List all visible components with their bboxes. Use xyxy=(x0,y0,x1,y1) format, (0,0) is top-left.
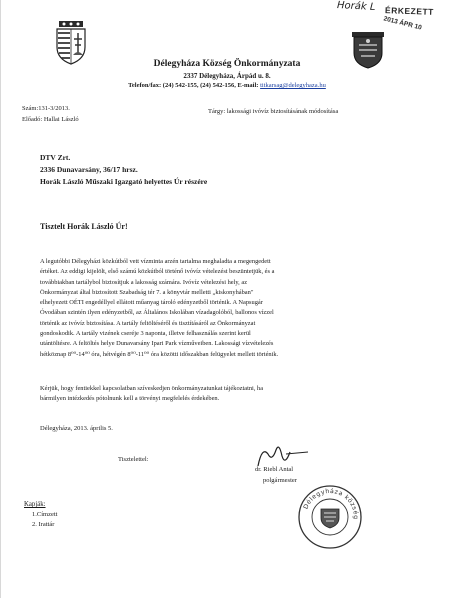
body-line: Óvodában szintén ilyen edényzetből, az Általános Iskolában vízadagolóból, ballonos vízzel xyxy=(40,309,274,317)
body-line: gondoskodik. A tartály vizének cseréje 3 naponta, illetve felhasználás szerint kerül xyxy=(40,330,251,338)
body-line: utántöltésre. A feltöltés helye Dunavarsány Ipari Park vízműveiben. Lakossági vízvételezés xyxy=(40,340,274,348)
coat-of-arms-left-icon xyxy=(54,17,88,65)
body-line: bármilyen intézkedés pótolnunk kell a törvényi megfelelés érdekében. xyxy=(40,395,220,403)
recipient-attention: Horák László Műszaki Igazgató helyettes Úr részére xyxy=(40,177,208,186)
recipient-address: 2336 Dunavarsány, 36/17 hrsz. xyxy=(40,165,138,174)
email-link[interactable]: titkarsag@delegyhaza.hu xyxy=(260,82,326,89)
official-seal-icon xyxy=(297,484,363,550)
telephone-fax: Telefon/fax: (24) 542-155, (24) 542-156, E-mail: xyxy=(128,82,261,89)
handwritten-note: Horák L xyxy=(336,0,376,13)
body-line: hétköznap 8⁰⁰-14⁰⁰ óra, hétvégén 8⁰⁰-11⁰⁰ óra közötti időszakban felügyelet mellett történik. xyxy=(40,350,279,358)
date-line: Délegyháza, 2013. április 5. xyxy=(40,425,113,432)
organization-address: 2337 Délegyháza, Árpád u. 8. xyxy=(183,72,271,80)
received-stamp-label: ÉRKEZETT xyxy=(384,5,435,17)
body-line: Kérjük, hogy fentiekkel kapcsolatban szíveskedjen önkormányzatunkat tájékoztatni, ha xyxy=(40,385,264,392)
body-line: továbbiakban tartálybol biztosítjuk a lakosság számára. Ivóvíz vételezési hely, az xyxy=(40,278,248,286)
body-line: Önkormányzat által biztosított Szabadság tér 7. a könyvtár melletti „kiskonyhában" xyxy=(40,288,254,296)
handler-name: Előadó: Hallai László xyxy=(22,116,79,123)
body-line: értéket. Az eddigi kijelölt, első számú közkútból történő ivóvíz vételezést beszüntetjük, és a xyxy=(40,268,275,276)
reference-number: Szám:131-3/2013. xyxy=(22,105,70,112)
body-paragraph-1 xyxy=(40,257,405,360)
recipient-company: DTV Zrt. xyxy=(40,153,71,162)
subject-line: Tárgy: lakossági ivóvíz biztosításának módosítása xyxy=(208,108,339,115)
enclosure-item: 2. Irattár xyxy=(32,521,55,528)
salutation: Tisztelt Horák László Úr! xyxy=(40,222,128,231)
organization-name: Délegyháza Község Önkormányzata xyxy=(153,59,301,69)
enclosures-title: Kapják: xyxy=(24,501,46,508)
received-stamp-date: 2013 ÁPR 10 xyxy=(382,15,423,32)
body-paragraph-2 xyxy=(40,384,405,405)
body-line: történik az ivóvíz biztosítása. A tartály feltöltéséről és tisztításáról az Önkormányzat xyxy=(40,319,256,327)
enclosure-item: 1.Címzett xyxy=(32,511,58,518)
body-line: A legutóbbi Délegyházi közkútból vett vízminta arzén tartalma meghaladta a megengedett xyxy=(40,258,271,265)
body-line: elhelyezett OÉTI engedéllyel ellátott műanyag tároló edényzetből történik. A Napsugár xyxy=(40,299,263,307)
seal-text: Délegyháza község xyxy=(302,487,360,520)
signatory-title: polgármester xyxy=(263,477,297,484)
signatory-name: dr. Riebl Antal xyxy=(255,466,294,473)
closing: Tisztelettel: xyxy=(118,456,149,463)
contact-line xyxy=(0,82,454,89)
